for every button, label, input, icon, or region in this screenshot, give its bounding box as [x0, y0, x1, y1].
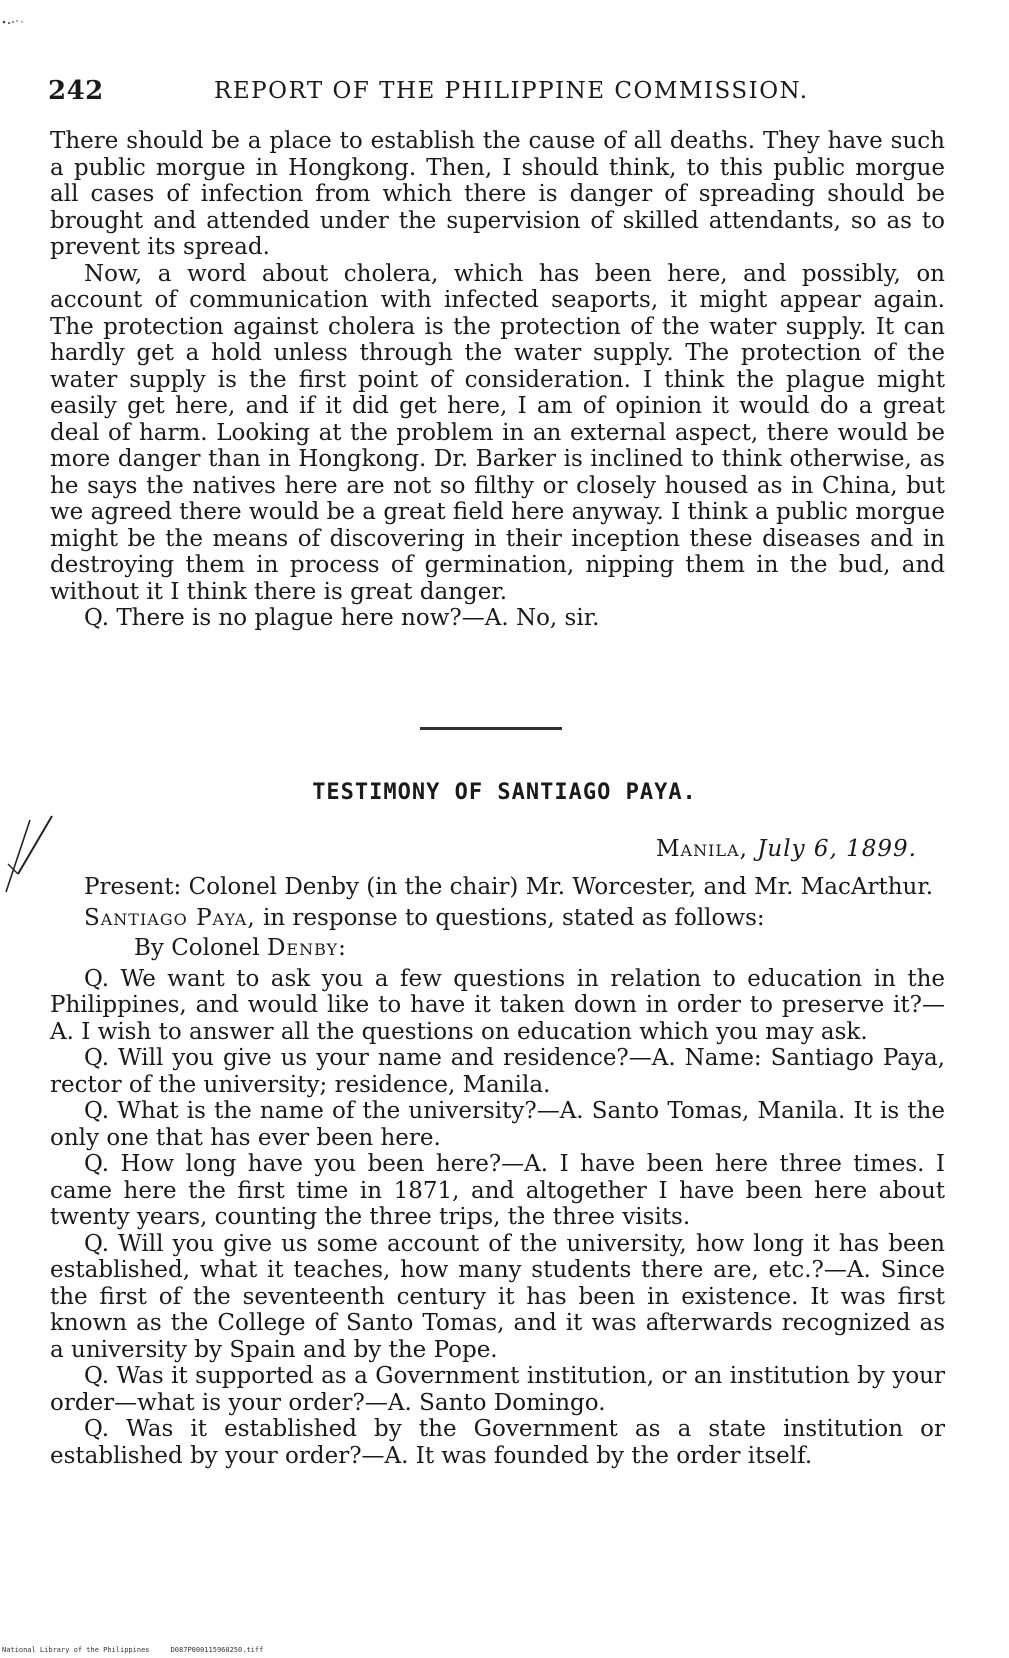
present-line: Present: Colonel Denby (in the chair) Mr. Worcester, and Mr. MacArthur.: [84, 874, 934, 900]
examiner-prefix: By Colonel: [134, 935, 267, 961]
qa-item: Q. Will you give us your name and residence?—A. Name: Santiago Paya, rector of the university; residence, Manila.: [50, 1045, 945, 1098]
qa-item: Q. What is the name of the university?—A. Santo Tomas, Manila. It is the only one that has ever been here.: [50, 1098, 945, 1151]
qa-item: Q. Will you give us some account of the university, how long it has been established, what it teaches, how many students there are, etc.?—A. Since the first of the seventeenth century it has been in existence. It was first known as the College of Santo Tomas, and it was afterwards recognized as a university by Spain and by the Pope.: [50, 1230, 945, 1363]
qa-item: Q. Was it established by the Government as a state institution or established by your order?—A. It was founded by the order itself.: [50, 1416, 945, 1469]
top-text-block: [50, 128, 945, 632]
witness-intro: [50, 905, 945, 932]
running-header: [48, 76, 948, 106]
paragraph-cholera: Now, a word about cholera, which has been here, and possibly, on account of communication with infected seaports, it might appear again. The protection against cholera is the protection of the water supply. It can hardly get a hold unless through the water supply. The protection of the water supply is the first point of consideration. I think the plague might easily get here, and if it did get here, I am of opinion it would do a great deal of harm. Looking at the problem in an external aspect, there would be more danger than in Hongkong. Dr. Barker is inclined to think otherwise, as he says the natives here are not so filthy or closely housed as in China, but we agreed there would be a great field here anyway. I think a public morgue might be the means of discovering in their inception these diseases and in destroying them in process of germination, nipping them in the bud, and without it I think there is great danger.: [50, 260, 945, 605]
witness-name: Santiago Paya,: [84, 904, 256, 931]
dateline: [656, 836, 917, 862]
witness-intro-text: in response to questions, stated as follows:: [255, 904, 765, 931]
scan-specks: [0, 0, 40, 30]
paragraph-morgue: There should be a place to establish the cause of all deaths. They have such a public morgue in Hongkong. Then, I should think, to this public morgue all cases of infection from which there is danger of spreading should be brought and attended under the supervision of skilled attendants, so as to prevent its spread.: [50, 128, 945, 260]
qa-item: Q. Was it supported as a Government institution, or an institution by your order—what is your order?—A. Santo Domingo.: [50, 1363, 945, 1416]
dateline-place: Manila,: [655, 836, 748, 862]
qa-item: Q. We want to ask you a few questions in relation to education in the Philippines, and would like to have it taken down in order to preserve it?—A. I wish to answer all the questions on education which you may ask.: [50, 965, 945, 1045]
section-divider: [420, 727, 562, 730]
testimony-block: [50, 874, 945, 1469]
examiner-name: Denby:: [266, 935, 347, 961]
footer-library: National Library of the Philippines: [2, 1646, 150, 1654]
examiner-line: [50, 935, 945, 962]
running-title: REPORT OF THE PHILIPPINE COMMISSION.: [214, 78, 809, 104]
footer-file: D087P000115960250.tiff: [170, 1646, 264, 1654]
scan-footer: [2, 1646, 263, 1654]
page-number: 242: [48, 76, 104, 106]
qa-item: Q. How long have you been here?—A. I have been here three times. I came here the first time in 1871, and altogether I have been here about twenty years, counting the three trips, the three visits.: [50, 1151, 945, 1230]
dateline-date: July 6, 1899.: [757, 836, 917, 862]
paragraph-plague-question: Q. There is no plague here now?—A. No, sir.: [84, 605, 600, 631]
section-title: TESTIMONY OF SANTIAGO PAYA.: [312, 780, 697, 805]
